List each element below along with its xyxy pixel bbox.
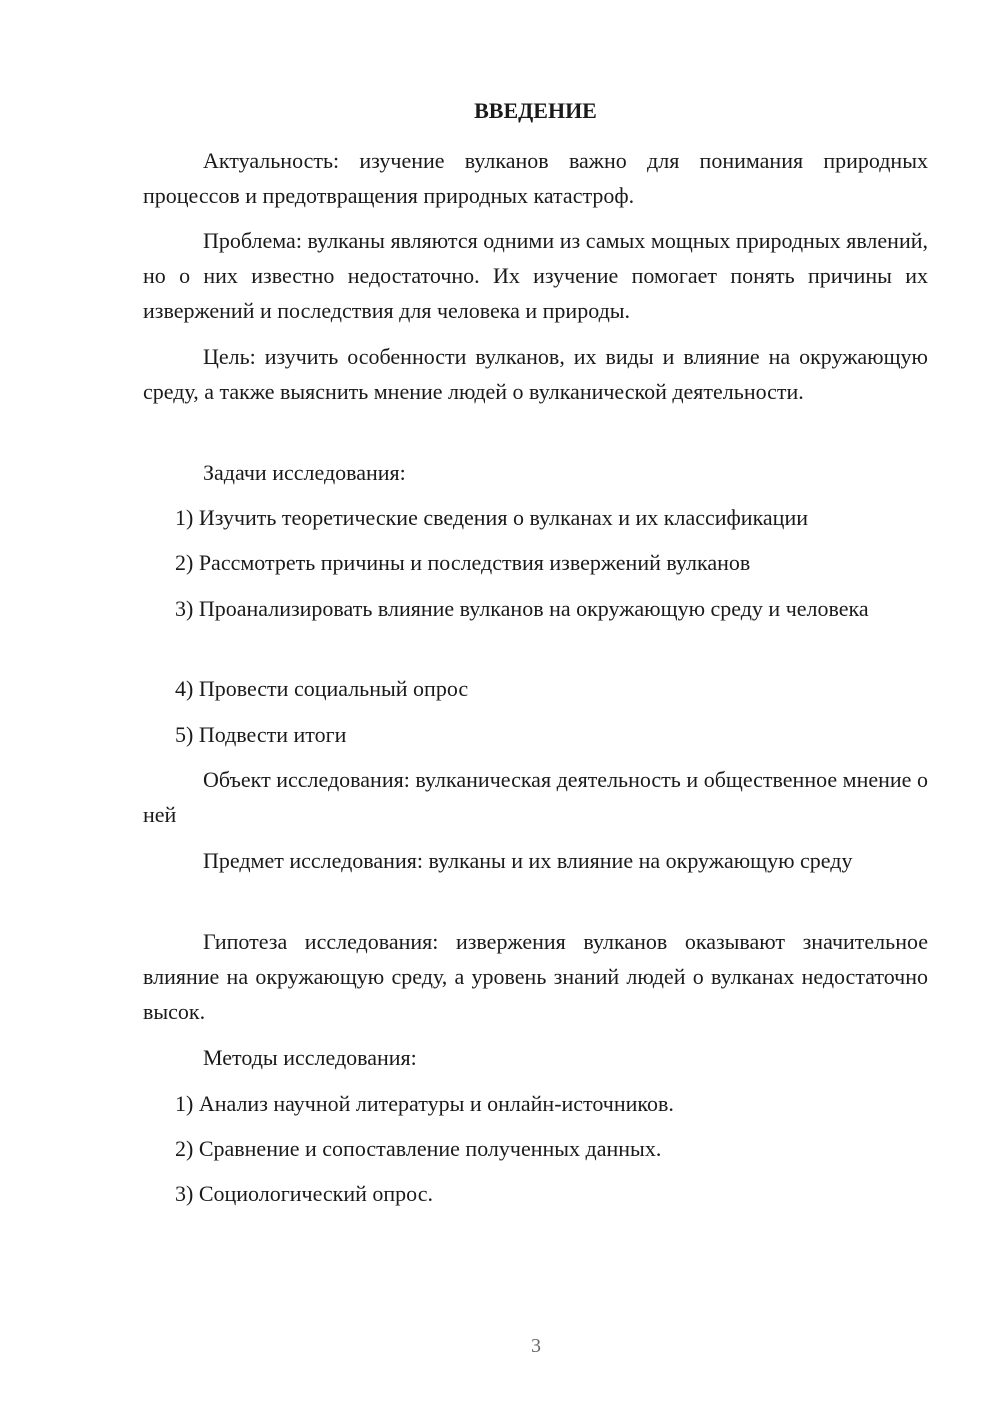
method-item-2: 2) Сравнение и сопоставление полученных данных. [175, 1136, 662, 1161]
task-item-3: 3) Проанализировать влияние вулканов на окружающую среду и человека [175, 596, 869, 621]
tasks-heading: Задачи исследования: [203, 460, 406, 485]
task-item-4: 4) Провести социальный опрос [175, 676, 469, 701]
method-item-1: 1) Анализ научной литературы и онлайн-источников. [175, 1091, 674, 1116]
relevance-paragraph: Актуальность: изучение вулканов важно для понимания природных процессов и предотвращения природных катастроф. [143, 148, 928, 208]
page-number: 3 [531, 1335, 541, 1357]
hypothesis-paragraph: Гипотеза исследования: извержения вулканов оказывают значительное влияние на окружающую среду, а уровень знаний людей о вулканах недостаточно высок. [143, 929, 928, 1024]
method-item-3: 3) Социологический опрос. [175, 1181, 433, 1206]
object-paragraph: Объект исследования: вулканическая деятельность и общественное мнение о ней [143, 767, 928, 827]
task-item-1: 1) Изучить теоретические сведения о вулканах и их классификации [175, 505, 809, 530]
page-title: ВВЕДЕНИЕ [474, 98, 597, 123]
task-item-2: 2) Рассмотреть причины и последствия извержений вулканов [175, 550, 751, 575]
task-item-5: 5) Подвести итоги [175, 722, 347, 747]
problem-paragraph: Проблема: вулканы являются одними из самых мощных природных явлений, но о них известно недостаточно. Их изучение помогает понять причины их извержений и последствия для человека и природы. [143, 228, 928, 323]
goal-paragraph: Цель: изучить особенности вулканов, их виды и влияние на окружающую среду, а также выяснить мнение людей о вулканической деятельности. [143, 344, 928, 404]
methods-heading: Методы исследования: [203, 1045, 417, 1070]
subject-paragraph: Предмет исследования: вулканы и их влияние на окружающую среду [203, 848, 853, 873]
